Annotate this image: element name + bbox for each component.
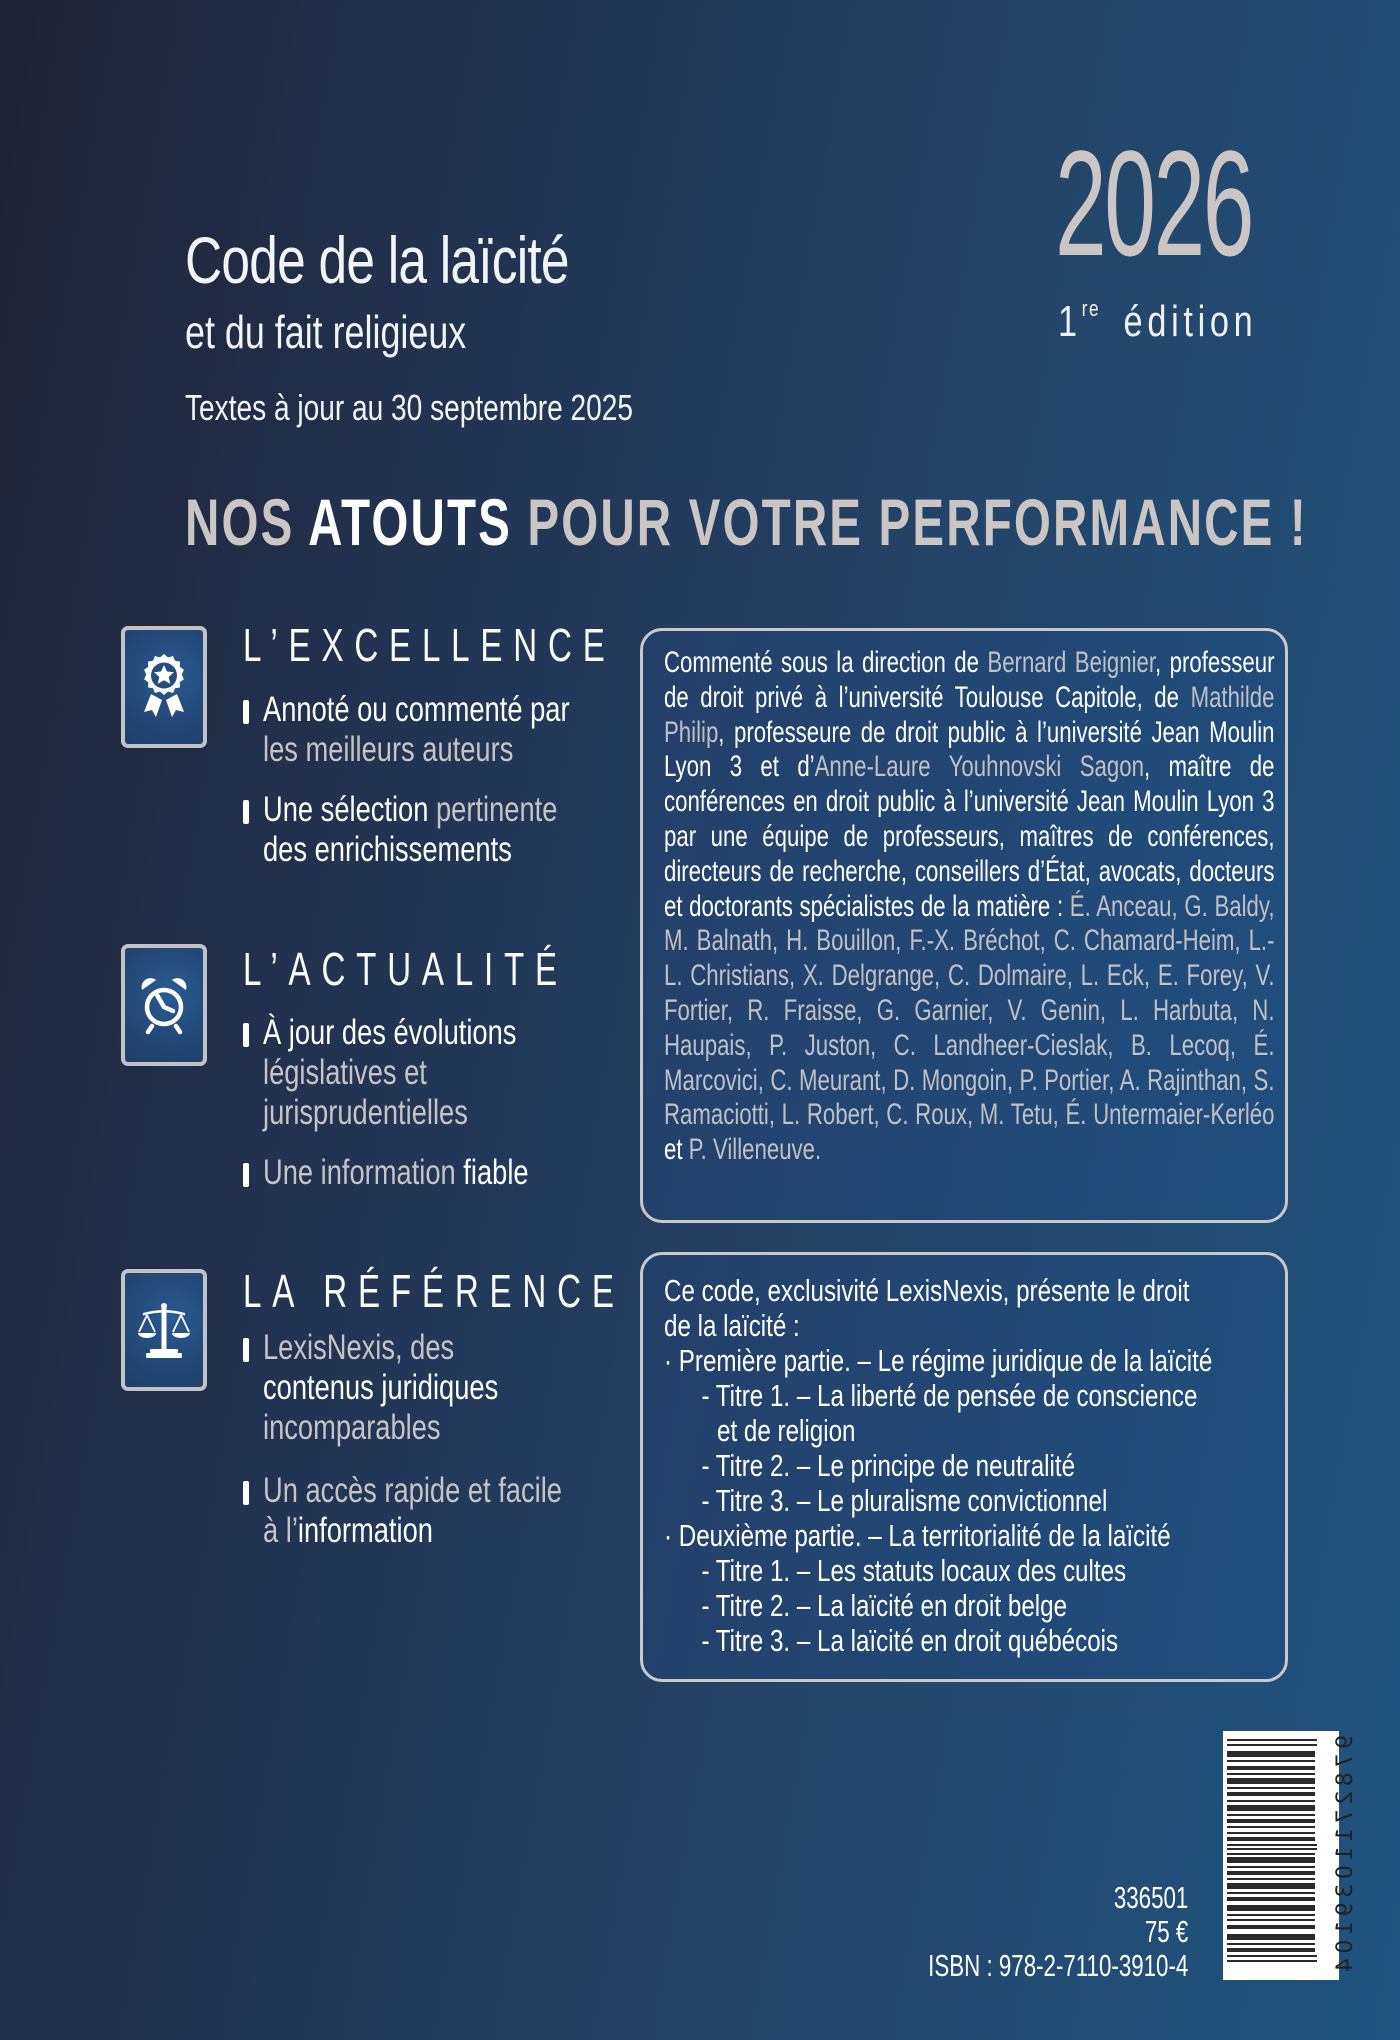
scales-of-justice-icon bbox=[121, 1269, 207, 1391]
book-title: Code de la laïcité bbox=[185, 223, 569, 297]
feature-excellence-1: Annoté ou commenté par les meilleurs auteurs bbox=[263, 690, 570, 769]
price: 75 € bbox=[1144, 1914, 1188, 1949]
slogan-heading bbox=[185, 484, 1308, 560]
toc-title: - Titre 1. – La liberté de pensée de conscience bbox=[701, 1378, 1198, 1413]
book-subtitle: et du fait religieux bbox=[185, 306, 467, 358]
feature-actualite-2: Une information fiable bbox=[263, 1153, 529, 1192]
barcode-digits-wrap bbox=[1311, 1731, 1358, 1980]
feature-excellence-2: Une sélection pertinente des enrichissements bbox=[263, 790, 558, 869]
toc-title: - Titre 3. – Le pluralisme convictionnel bbox=[701, 1483, 1108, 1518]
authors-text: Commenté sous la direction de Bernard Beignier, professeur de droit privé à l’université Toulouse Capitole, de Mathilde Philip, professeure de droit public à l’université Jean Moulin Lyon 3 et d’Anne-Laure Youhnovski Sagon, maître de conférences en droit public à l’université Jean Moulin Lyon 3 par une équipe de professeurs, maîtres de conférences, directeurs de recherche, conseillers d’État, avocats, docteurs et doctorants spécialistes de la matière : É. Anceau, G. Baldy, M. Balnath, H. Bouillon, F.-X. Bréchot, C. Chamard-Heim, L.-L. Christians, X. Delgrange, C. Dolmaire, L. Eck, E. Forey, V. Fortier, R. Fraisse, G. Garnier, V. Genin, L. Harbuta, N. Haupais, P. Juston, C. Landheer-Cieslak, B. Lecoq, É. Marcovici, C. Meurant, D. Mongoin, P. Portier, A. Rajinthan, S. Ramaciotti, L. Robert, C. Roux, M. Tetu, É. Untermaier-Kerléo et P. Villeneuve. bbox=[664, 646, 1275, 1167]
feature-reference-2: Un accès rapide et facile à l’information bbox=[263, 1471, 562, 1550]
edition-word: édition bbox=[1123, 297, 1258, 346]
contents-intro: Ce code, exclusivité LexisNexis, présente le droit bbox=[664, 1273, 1190, 1308]
toc-title: - Titre 1. – Les statuts locaux des cultes bbox=[701, 1553, 1127, 1588]
toc-part: · Première partie. – Le régime juridique de la laïcité bbox=[664, 1343, 1213, 1378]
toc-title: - Titre 3. – La laïcité en droit québécois bbox=[701, 1623, 1119, 1658]
edition-year: 2026 bbox=[1055, 119, 1252, 287]
slogan-part2: POUR VOTRE PERFORMANCE ! bbox=[511, 485, 1308, 559]
toc-title: - Titre 2. – Le principe de neutralité bbox=[701, 1448, 1076, 1483]
toc-part: · Deuxième partie. – La territorialité de la laïcité bbox=[664, 1518, 1171, 1553]
bullet-bar bbox=[243, 1481, 249, 1505]
authors-box bbox=[640, 628, 1288, 1223]
slogan-part1: NOS bbox=[185, 485, 309, 559]
alarm-clock-icon bbox=[121, 944, 207, 1066]
contents-box bbox=[640, 1252, 1288, 1682]
section-title-excellence: L’EXCELLENCE bbox=[243, 619, 616, 671]
toc-title-continued: et de religion bbox=[717, 1413, 856, 1448]
isbn: ISBN : 978-2-7110-3910-4 bbox=[927, 1948, 1188, 1983]
contributors-list: É. Anceau, G. Baldy, M. Balnath, H. Bouillon, F.-X. Bréchot, C. Chamard-Heim, L.-L. Christians, X. Delgrange, C. Dolmaire, L. Eck, E. Forey, V. Fortier, R. Fraisse, G. Garnier, V. Genin, L. Harbuta, N. Haupais, P. Juston, C. Landheer-Cieslak, B. Lecoq, É. Marcovici, C. Meurant, D. Mongoin, P. Portier, A. Rajinthan, S. Ramaciotti, L. Robert, C. Roux, M. Tetu, É. Untermaier-Kerléo bbox=[664, 889, 1275, 1132]
director-name: Anne-Laure Youhnovski Sagon bbox=[814, 750, 1144, 784]
section-title-reference: LA RÉFÉRENCE bbox=[243, 1265, 625, 1317]
director-name: Mathilde Philip bbox=[664, 680, 1275, 749]
section-title-actualite: L’ACTUALITÉ bbox=[243, 943, 568, 995]
update-date: Textes à jour au 30 septembre 2025 bbox=[185, 387, 634, 428]
feature-reference-1: LexisNexis, des contenus juridiques incomparables bbox=[263, 1328, 499, 1447]
bullet-bar bbox=[243, 800, 249, 824]
bullet-bar bbox=[243, 700, 249, 724]
feature-actualite-1: À jour des évolutions législatives et jurisprudentielles bbox=[263, 1013, 517, 1132]
contents-intro: de la laïcité : bbox=[664, 1308, 800, 1343]
product-code: 336501 bbox=[1113, 1880, 1188, 1915]
barcode bbox=[1223, 1731, 1358, 1980]
edition-number: 1 bbox=[1058, 297, 1082, 346]
edition-suffix: re bbox=[1081, 296, 1101, 321]
bullet-bar bbox=[243, 1338, 249, 1362]
barcode-digits: 9782711039104 bbox=[1333, 1735, 1358, 1977]
bullet-bar bbox=[243, 1163, 249, 1187]
slogan-highlight: ATOUTS bbox=[308, 485, 512, 559]
bullet-bar bbox=[243, 1023, 249, 1047]
award-ribbon-icon bbox=[121, 626, 207, 748]
product-info bbox=[928, 1881, 1188, 1983]
toc-title: - Titre 2. – La laïcité en droit belge bbox=[701, 1588, 1068, 1623]
table-of-contents bbox=[664, 1273, 1212, 1658]
director-name: Bernard Beignier bbox=[987, 646, 1156, 679]
edition-label bbox=[1058, 296, 1257, 347]
